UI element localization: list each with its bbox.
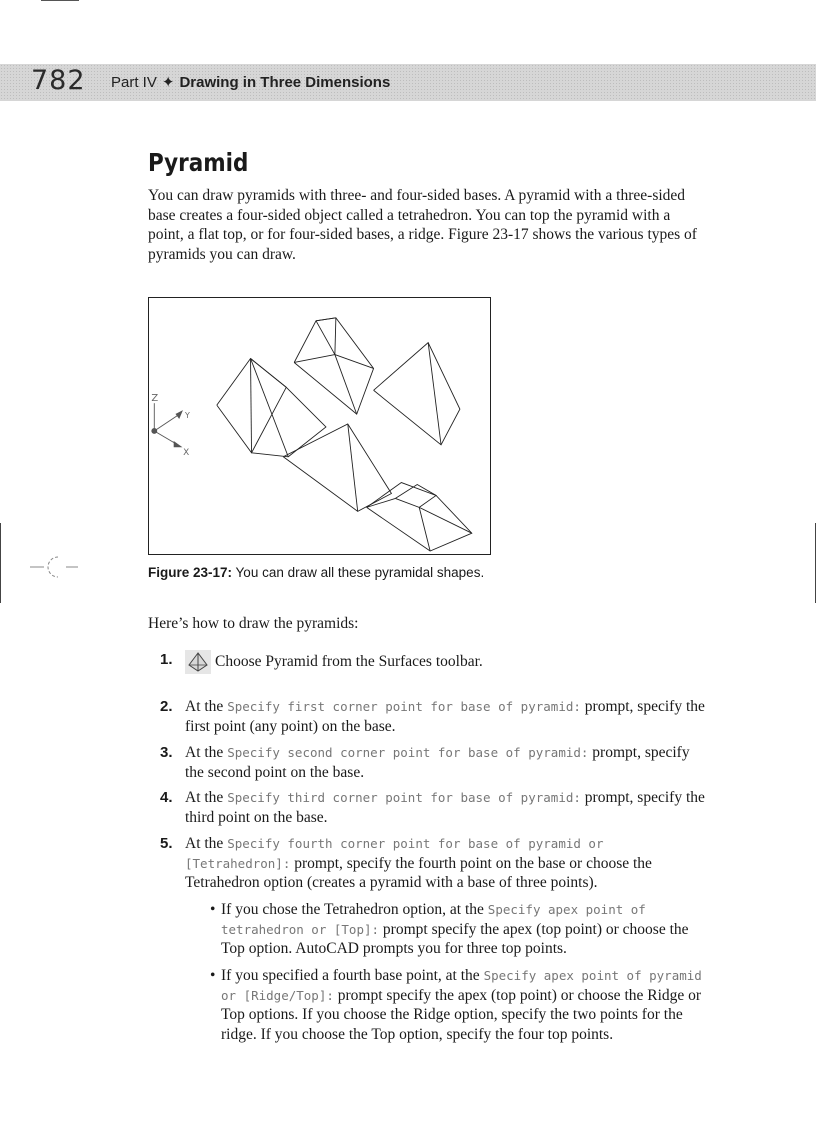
step-number: 3. <box>160 744 173 761</box>
step-4 <box>160 788 705 827</box>
separator-icon: ✦ <box>161 74 175 91</box>
intro-paragraph: You can draw pyramids with three- and four-sided bases. A pyramid with a three-sided base creates a four-sided object called a tetrahedron. You can top the pyramid with a point, a flat top, or for four-sided bases, a ridge. Figure 23-17 shows the various types of pyramids you can draw. <box>148 187 697 263</box>
pyramid-icon <box>185 650 211 674</box>
step-1 <box>160 650 705 674</box>
command-prompt: Specify apex point of pyramid or [Ridge/Top]: <box>221 968 702 1003</box>
axis-label-z: Z <box>151 393 159 405</box>
step-2 <box>160 697 705 736</box>
command-prompt: Specify first corner point for base of pyramid: <box>227 699 581 714</box>
step-text-post: prompt, specify the third point on the base. <box>185 789 705 826</box>
caption-text: You can draw all these pyramidal shapes. <box>235 565 485 580</box>
step-number: 2. <box>160 698 173 715</box>
figure-pyramids <box>148 297 491 555</box>
step-text-post: prompt, specify the fourth point on the base or choose the Tetrahedron option (creates a pyramid with a base of three points). <box>185 854 652 891</box>
ucs-axis-icon <box>152 403 182 447</box>
option-bullet-2 <box>210 966 705 1044</box>
axis-label-y: Y <box>185 411 190 421</box>
step-text-post: prompt, specify the second point on the base. <box>185 744 690 781</box>
bullet-text-pre: If you chose the Tetrahedron option, at the <box>221 901 484 918</box>
pointed-pyramid <box>283 424 391 511</box>
bullet-text-post: prompt specify the apex (top point) or choose the Ridge or Top options. If you choose the Ridge option, specify the two points for the ridge. If you choose the Top option, specify the four top points. <box>221 986 702 1043</box>
command-prompt: Specify third corner point for base of pyramid: <box>227 790 581 805</box>
step-text-pre: At the <box>185 789 224 806</box>
command-prompt: Specify fourth corner point for base of pyramid or [Tetrahedron]: <box>185 836 604 871</box>
step-number: 5. <box>160 835 173 852</box>
page-number: 782 <box>31 65 86 96</box>
steps-intro: Here’s how to draw the pyramids: <box>148 615 359 632</box>
command-prompt: Specify second corner point for base of pyramid: <box>227 745 589 760</box>
step-number: 1. <box>160 651 173 668</box>
step-text-pre: At the <box>185 744 224 761</box>
axis-label-x: X <box>183 447 190 458</box>
part-title: Drawing in Three Dimensions <box>179 74 391 91</box>
margin-rule-left <box>0 523 1 603</box>
step-3 <box>160 743 705 782</box>
step-text-pre: At the <box>185 835 224 852</box>
bullet-text-pre: If you specified a fourth base point, at the <box>221 967 480 984</box>
section-heading: Pyramid <box>148 148 249 177</box>
bullet-icon: • <box>210 901 216 918</box>
option-bullet-1 <box>210 900 705 959</box>
command-prompt: Specify apex point of tetrahedron or [Top]: <box>221 902 646 937</box>
pyramid-drawing <box>149 298 490 554</box>
tetrahedron <box>374 343 460 445</box>
step-text-post: prompt, specify the first point (any point) on the base. <box>185 698 705 735</box>
step-number: 4. <box>160 789 173 806</box>
ridge-pyramid <box>217 359 326 457</box>
step-text: Choose Pyramid from the Surfaces toolbar. <box>215 653 483 670</box>
caption-label: Figure 23-17: <box>148 565 233 580</box>
flat-top-pyramid <box>367 483 472 551</box>
step-text-pre: At the <box>185 698 224 715</box>
truncated-pyramid <box>294 318 373 414</box>
bullet-icon: • <box>210 967 216 984</box>
bullet-text-post: prompt specify the apex (top point) or choose the Top option. AutoCAD prompts you for three top points. <box>221 920 689 957</box>
part-label: Part IV <box>111 74 157 91</box>
top-trim-line <box>41 0 79 1</box>
registration-mark-icon <box>30 553 80 581</box>
running-head <box>111 73 390 91</box>
step-5 <box>160 834 705 893</box>
figure-caption <box>148 565 484 580</box>
